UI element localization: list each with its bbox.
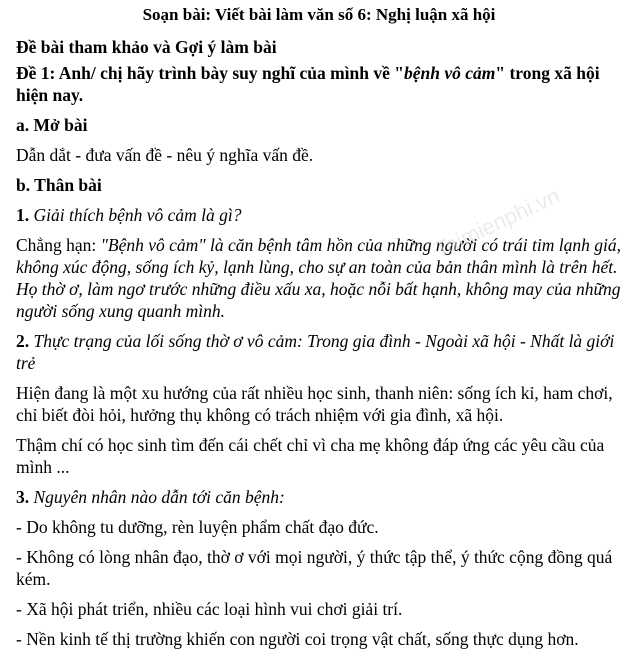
prompt-prefix: Đề 1: Anh/ chị hãy trình bày suy nghĩ của mình về " [16,63,404,83]
point-2-heading: Thực trạng của lối sống thờ ơ vô cảm: Trong gia đình - Ngoài xã hội - Nhất là giới trẻ [16,331,615,373]
essay-prompt [16,62,622,106]
point-1-body [16,234,622,322]
point-2-paragraph-2: Thậm chí có học sinh tìm đến cái chết chỉ vì cha mẹ không đáp ứng các yêu cầu của mình ... [16,435,605,477]
section-a-text: Dẫn dắt - đưa vấn đề - nêu ý nghĩa vấn đề. [16,145,314,165]
list-item: - Không có lòng nhân đạo, thờ ơ với mọi người, ý thức tập thể, ý thức cộng đồng quá kém. [16,547,613,589]
document-page [16,4,622,658]
prompt-italic: bệnh vô cảm [404,63,496,83]
point-3-title [16,486,622,508]
point-2-number: 2. [16,331,34,351]
page-title: Soạn bài: Viết bài làm văn số 6: Nghị luận xã hội [142,5,496,24]
list-item: - Nền kinh tế thị trường khiến con người coi trọng vật chất, sống thực dụng hơn. [16,629,579,649]
point-1-text: "Bệnh vô cảm" là căn bệnh tâm hồn của những người có trái tim lạnh giá, không xúc động, sống ích kỷ, lạnh lùng, cho sự an toàn của bản thân mình là trên hết. Họ thờ ơ, làm ngơ trước những điều xấu xa, hoặc nỗi bất hạnh, không may của những người sống xung quanh mình. [16,235,621,321]
point-1-heading: Giải thích bệnh vô cảm là gì? [33,205,242,225]
point-2-paragraph-1: Hiện đang là một xu hướng của rất nhiều học sinh, thanh niên: sống ích kỉ, ham chơi, chỉ biết đòi hỏi, hưởng thụ không có trách nhiệm với gia đình, xã hội. [16,383,613,425]
section-heading: Đề bài tham khảo và Gợi ý làm bài [16,37,277,57]
list-item: - Do không tu dưỡng, rèn luyện phẩm chất đạo đức. [16,517,379,537]
point-3-heading: Nguyên nhân nào dẫn tới căn bệnh: [33,487,285,507]
point-1-number: 1. [16,205,34,225]
point-1-lead: Chẳng hạn: [16,235,101,255]
list-item: - Xã hội phát triển, nhiều các loại hình vui chơi giải trí. [16,599,403,619]
section-b-label: b. Thân bài [16,175,102,195]
point-1-title [16,204,622,226]
prompt-suffix: " trong xã hội hiện nay. [16,63,600,105]
section-a-label: a. Mở bài [16,115,88,135]
point-3-number: 3. [16,487,34,507]
point-2-title [16,330,622,374]
watermark-logo: Taimienphi.vn [430,182,564,263]
